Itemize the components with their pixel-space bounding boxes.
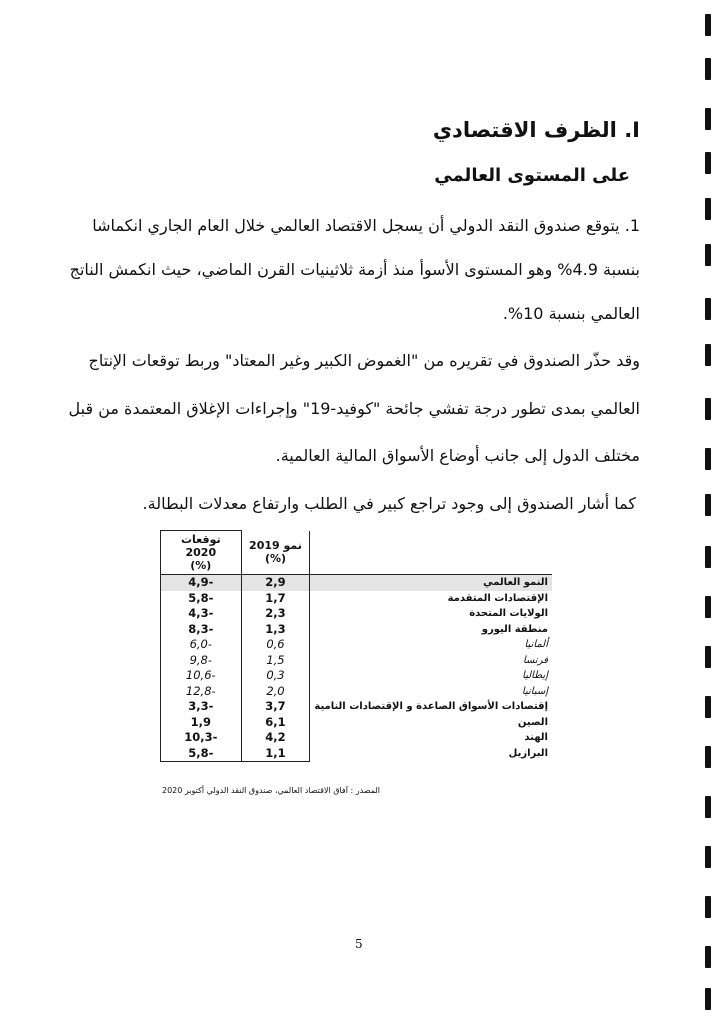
source-note: المصدر : آفاق الاقتصاد العالمي، صندوق النقد الدولي أكتوبر 2020	[162, 786, 380, 795]
binding-mark	[705, 244, 711, 266]
row-forecast-2020: -6,0	[161, 637, 242, 653]
section-heading: I. الظرف الاقتصادي	[432, 118, 640, 142]
table-row	[161, 575, 553, 591]
binding-marks	[700, 0, 714, 1024]
row-label: البرازيل	[508, 747, 548, 759]
table-row	[161, 622, 553, 638]
row-forecast-2020: -8,3	[161, 622, 242, 638]
table-row	[161, 668, 553, 684]
row-growth-2019: 6,1	[241, 715, 310, 731]
binding-mark	[705, 596, 711, 618]
binding-mark	[705, 448, 711, 470]
row-forecast-2020: -3,3	[161, 699, 242, 715]
binding-mark	[705, 846, 711, 868]
row-label: إيطاليا	[522, 670, 548, 681]
row-growth-2019: 4,2	[241, 730, 310, 746]
row-forecast-2020: -12,8	[161, 684, 242, 700]
subheading: على المستوى العالمي	[434, 165, 630, 186]
binding-mark	[705, 108, 711, 130]
header-forecast-2020-text: توقعات 2020	[180, 533, 221, 559]
row-forecast-2020: -9,8	[161, 653, 242, 669]
binding-mark	[705, 988, 711, 1010]
table-row	[161, 606, 553, 622]
binding-mark	[705, 546, 711, 568]
binding-mark	[705, 696, 711, 718]
header-growth-2019-text: نمو 2019	[249, 539, 302, 553]
table-row	[161, 637, 553, 653]
growth-table	[160, 530, 552, 762]
binding-mark	[705, 14, 711, 36]
row-growth-2019: 2,0	[241, 684, 310, 700]
binding-mark	[705, 298, 711, 320]
row-forecast-2020: -10,3	[161, 730, 242, 746]
row-growth-2019: 2,3	[241, 606, 310, 622]
table-row	[161, 684, 553, 700]
row-label: النمو العالمي	[310, 575, 552, 591]
table-row	[161, 699, 553, 715]
row-forecast-2020: -5,8	[161, 591, 242, 607]
binding-mark	[705, 946, 711, 968]
row-forecast-2020: -10,6	[161, 668, 242, 684]
growth-table-grid	[160, 530, 552, 762]
row-label: الهند	[524, 732, 548, 743]
table-body	[161, 575, 553, 762]
row-label: منطقة اليورو	[481, 623, 548, 635]
paragraph-line: العالمي بمدى تطور درجة تفشي جائحة "كوفيد-19" وإجراءات الإغلاق المعتمدة من قبل	[68, 399, 640, 418]
paragraph-line: مختلف الدول إلى جانب أوضاع الأسواق المالية العالمية.	[275, 446, 640, 465]
binding-mark	[705, 398, 711, 420]
row-growth-2019: 0,6	[241, 637, 310, 653]
binding-mark	[705, 152, 711, 174]
table-header-growth-2019	[241, 531, 310, 575]
row-forecast-2020: -5,8	[161, 746, 242, 762]
table-header-label	[310, 531, 552, 575]
row-growth-2019: 0,3	[241, 668, 310, 684]
page-number: 5	[355, 937, 363, 951]
row-label: الصين	[517, 716, 548, 728]
row-label: ألمانيا	[524, 639, 548, 650]
binding-mark	[705, 494, 711, 516]
row-label: الولايات المتحدة	[469, 608, 548, 619]
row-growth-2019: 1,5	[241, 653, 310, 669]
row-forecast-2020: -4,3	[161, 606, 242, 622]
table-row	[161, 746, 553, 762]
row-label: إقتصادات الأسواق الصاعدة و الإقتصادات النامية	[314, 701, 548, 712]
row-label: إسبانيا	[521, 685, 548, 697]
row-growth-2019: 2,9	[241, 575, 310, 591]
paragraph-line: وقد حذّر الصندوق في تقريره من "الغموض الكبير وغير المعتاد" وربط توقعات الإنتاج	[88, 351, 640, 370]
table-header-forecast-2020	[161, 531, 242, 575]
header-growth-2019-unit: (%)	[264, 552, 287, 566]
row-growth-2019: 1,3	[241, 622, 310, 638]
row-growth-2019: 1,1	[241, 746, 310, 762]
row-forecast-2020: 1,9	[161, 715, 242, 731]
paragraph-line: كما أشار الصندوق إلى وجود تراجع كبير في الطلب وارتفاع معدلات البطالة.	[142, 494, 636, 513]
table-row	[161, 653, 553, 669]
row-growth-2019: 3,7	[241, 699, 310, 715]
header-forecast-2020-unit: (%)	[190, 559, 212, 572]
row-forecast-2020: -4,9	[161, 575, 242, 591]
binding-mark	[705, 344, 711, 366]
row-label: فرنسا	[522, 654, 548, 666]
table-row	[161, 715, 553, 731]
paragraph-line: العالمي بنسبة 10%.	[502, 304, 640, 323]
paragraph-line: بنسبة 4.9% وهو المستوى الأسوأ منذ أزمة ثلاثينيات القرن الماضي، حيث انكمش الناتج	[69, 260, 640, 279]
binding-mark	[705, 58, 711, 80]
binding-mark	[705, 896, 711, 918]
binding-mark	[705, 198, 711, 220]
table-row	[161, 591, 553, 607]
table-row	[161, 730, 553, 746]
binding-mark	[705, 796, 711, 818]
binding-mark	[705, 746, 711, 768]
row-growth-2019: 1,7	[241, 591, 310, 607]
paragraph-line: 1. يتوقع صندوق النقد الدولي أن يسجل الاقتصاد العالمي خلال العام الجاري انكماشا	[92, 216, 640, 235]
binding-mark	[705, 646, 711, 668]
row-label: الإقتصادات المتقدمة	[447, 592, 548, 604]
